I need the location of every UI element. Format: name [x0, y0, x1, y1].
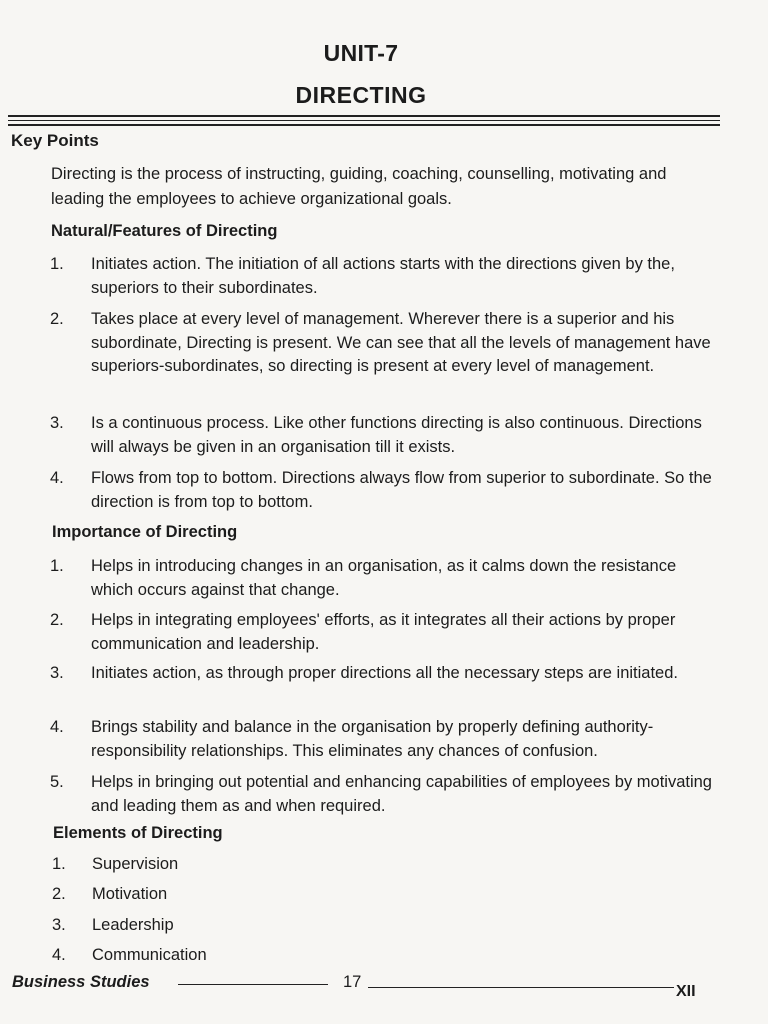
- item-text: Is a continuous process. Like other functions directing is also continuous. Directions will always be given in an organisation till it exists.: [91, 414, 702, 456]
- header-rule-bottom: [8, 124, 720, 126]
- item-number: 4.: [50, 718, 64, 736]
- list-item: [52, 855, 178, 874]
- footer-class: XII: [676, 983, 696, 1000]
- header-rule-top: [8, 115, 720, 117]
- importance-heading: Importance of Directing: [52, 523, 238, 541]
- item-text: Supervision: [92, 855, 179, 873]
- item-number: 4.: [52, 946, 66, 964]
- item-text: Helps in introducing changes in an organisation, as it calms down the resistance which occurs against that change.: [91, 557, 677, 599]
- list-item: [50, 467, 720, 514]
- list-item: [50, 662, 720, 686]
- list-item: [52, 916, 174, 935]
- item-text: Motivation: [92, 885, 168, 903]
- item-number: 1.: [50, 557, 64, 575]
- item-text: Brings stability and balance in the organisation by properly defining authority-responsibility relationships. This eliminates any chances of confusion.: [91, 718, 654, 760]
- unit-title: UNIT-7: [323, 40, 399, 66]
- item-number: 2.: [52, 885, 66, 903]
- features-heading: Natural/Features of Directing: [51, 222, 278, 240]
- item-number: 2.: [50, 310, 64, 328]
- item-number: 1.: [52, 855, 66, 873]
- item-text: Helps in bringing out potential and enhancing capabilities of employees by motivating and leading them as and when required.: [91, 773, 712, 815]
- list-item: [50, 716, 720, 763]
- item-text: Leadership: [92, 916, 174, 934]
- footer-subject: Business Studies: [12, 973, 150, 991]
- list-item: [50, 609, 720, 656]
- list-item: [50, 555, 720, 602]
- item-text: Helps in integrating employees' efforts, as it integrates all their actions by proper communication and leadership.: [91, 611, 676, 653]
- page-number: 17: [343, 973, 362, 991]
- list-item: [50, 308, 720, 379]
- item-text: Initiates action, as through proper directions all the necessary steps are initiated.: [91, 664, 678, 682]
- elements-heading: Elements of Directing: [53, 824, 223, 842]
- footer-rule-left: [178, 984, 328, 985]
- chapter-title: DIRECTING: [295, 82, 427, 108]
- item-text: Initiates action. The initiation of all actions starts with the directions given by the, superiors to their subordinates.: [91, 255, 675, 297]
- item-text: Takes place at every level of management. Wherever there is a superior and his subordinate, Directing is present. We can see that all the levels of management have superiors-subordinates, so directing is present at every level of management.: [91, 310, 711, 375]
- list-item: [50, 412, 720, 459]
- header-rule-middle: [8, 120, 720, 121]
- item-text: Flows from top to bottom. Directions always flow from superior to subordinate. So the direction is from top to bottom.: [91, 469, 712, 511]
- item-number: 3.: [52, 916, 66, 934]
- intro-paragraph: Directing is the process of instructing, guiding, coaching, counselling, motivating and leading the employees to achieve organizational goals.: [51, 165, 667, 208]
- footer-rule-right: [368, 987, 674, 988]
- key-points-label: Key Points: [11, 131, 99, 150]
- list-item: [50, 771, 720, 818]
- item-number: 5.: [50, 773, 64, 791]
- item-text: Communication: [92, 946, 207, 964]
- item-number: 4.: [50, 469, 64, 487]
- list-item: [50, 253, 720, 300]
- item-number: 2.: [50, 611, 64, 629]
- item-number: 1.: [50, 255, 64, 273]
- item-number: 3.: [50, 414, 64, 432]
- list-item: [52, 946, 207, 965]
- item-number: 3.: [50, 664, 64, 682]
- list-item: [52, 885, 167, 904]
